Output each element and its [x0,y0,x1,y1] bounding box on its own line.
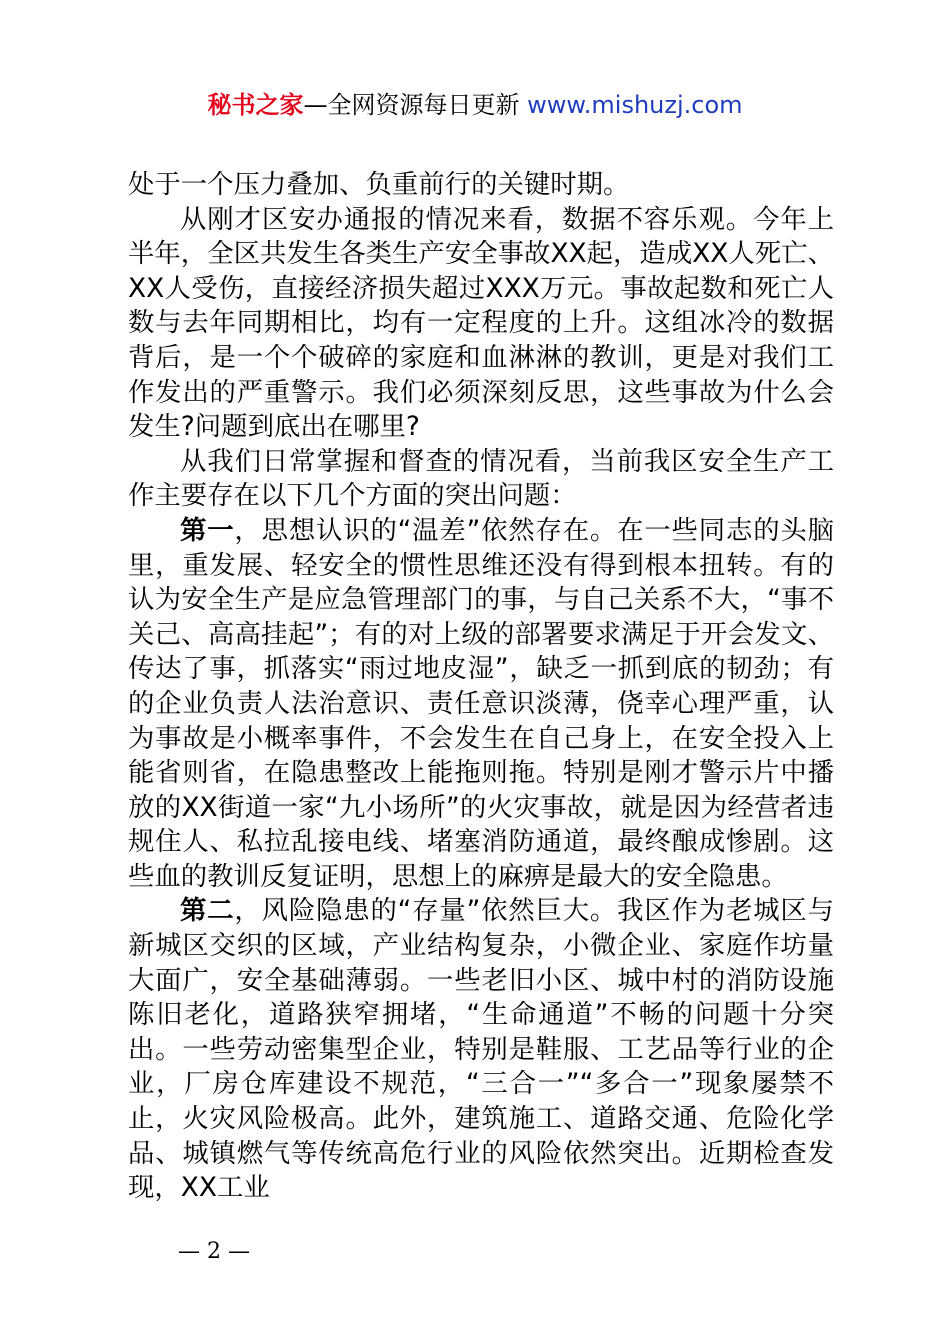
paragraph [128,445,834,514]
paragraph-text: ，思想认识的“温差”依然存在。在一些同志的头脑里，重发展、轻安全的惯性思维还没有得到根本扭转。有的认为安全生产是应急管理部门的事，与自己关系不大，“事不关己、高高挂起”；有的对上级的部署要求满足于开会发文、传达了事，抓落实“雨过地皮湿”，缺乏一抓到底的韧劲；有的企业负责人法治意识、责任意识淡薄，侥幸心理严重，认为事故是小概率事件，不会发生在自己身上，在安全投入上能省则省，在隐患整改上能拖则拖。特别是刚才警示片中播放的XX街道一家“九小场所”的火灾事故，就是因为经营者违规住人、私拉乱接电线、堵塞消防通道，最终酿成惨剧。这些血的教训反复证明，思想上的麻痹是最大的安全隐患。 [128,514,835,892]
paragraph [128,168,834,203]
paragraph [128,894,834,1205]
paragraph-text: 从刚才区安办通报的情况来看，数据不容乐观。今年上半年，全区共发生各类生产安全事故XX起，造成XX人死亡、XX人受伤，直接经济损失超过XXX万元。事故起数和死亡人数与去年同期相比，均有一定程度的上升。这组冰冷的数据背后，是一个个破碎的家庭和血淋淋的教训，更是对我们工作发出的严重警示。我们必须深刻反思，这些事故为什么会发生?问题到底出在哪里? [128,203,834,443]
paragraph [128,203,834,445]
document-body [128,168,834,1206]
brand-name: 秘书之家 [207,91,304,119]
paragraph-text: 从我们日常掌握和督查的情况看，当前我区安全生产工作主要存在以下几个方面的突出问题： [128,445,834,512]
paragraph-text: ，风险隐患的“存量”依然巨大。我区作为老城区与新城区交织的区域，产业结构复杂，小微企业、家庭作坊量大面广，安全基础薄弱。一些老旧小区、城中村的消防设施陈旧老化，道路狭窄拥堵，“生命通道”不畅的问题十分突出。一些劳动密集型企业，特别是鞋服、工艺品等行业的企业，厂房仓库建设不规范，“三合一”“多合一”现象屡禁不止，火灾风险极高。此外，建筑施工、道路交通、危险化学品、城镇燃气等传统高危行业的风险依然突出。近期检查发现，XX工业 [128,895,835,1204]
paragraph [128,514,834,895]
paragraph-lead: 第一 [180,514,235,546]
page-number: — 2 — [178,1239,250,1264]
website-url[interactable]: www.mishuzj.com [527,91,743,119]
paragraph-lead: 第二 [180,895,235,927]
paragraph-text: 处于一个压力叠加、负重前行的关键时期。 [128,169,630,200]
site-banner [0,88,950,122]
banner-slogan: —全网资源每日更新 [303,91,520,119]
